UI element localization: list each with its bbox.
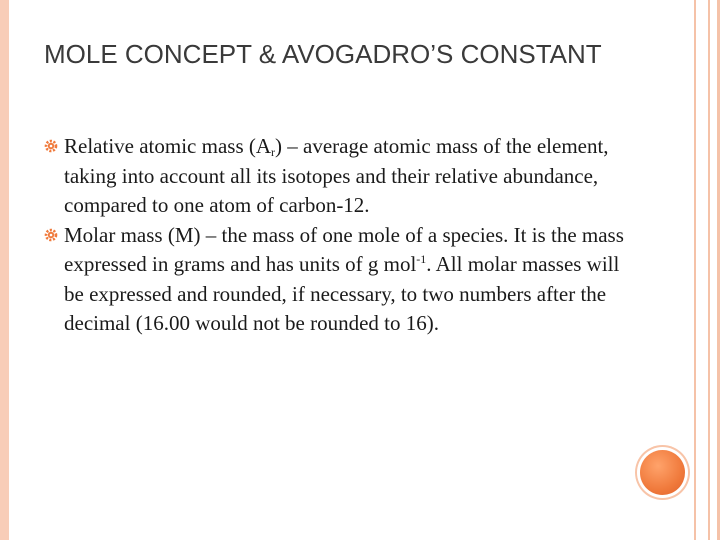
subscript-r: r <box>271 145 276 159</box>
bullet-item-molar-mass <box>44 221 624 339</box>
right-border-line <box>708 0 710 540</box>
bullet-text-pre: Molar mass (M) – the mass of one mole of a species. It is the mass expressed in grams and has units of g mol <box>64 222 624 276</box>
bullet-text-post: ) – average atomic mass of the element, taking into account all its isotopes and their relative abundance, compared to one atom of carbon-12. <box>64 134 609 217</box>
right-border-line <box>694 0 696 540</box>
bullet-item-relative-atomic-mass <box>44 132 624 221</box>
bullet-text-pre: Relative atomic mass (A <box>64 134 272 158</box>
gear-icon <box>44 228 58 242</box>
superscript-minus-one: -1 <box>416 252 427 266</box>
left-border-band <box>0 0 9 540</box>
bullet-list <box>44 132 624 339</box>
bullet-text-post: . All molar masses will be expressed and rounded, if necessary, to two numbers after the decimal (16.00 would not be rounded to 16). <box>64 252 620 335</box>
decorative-orb <box>640 450 685 495</box>
slide-title: MOLE CONCEPT & AVOGADRO’S CONSTANT <box>44 39 602 69</box>
gear-icon <box>44 139 58 153</box>
